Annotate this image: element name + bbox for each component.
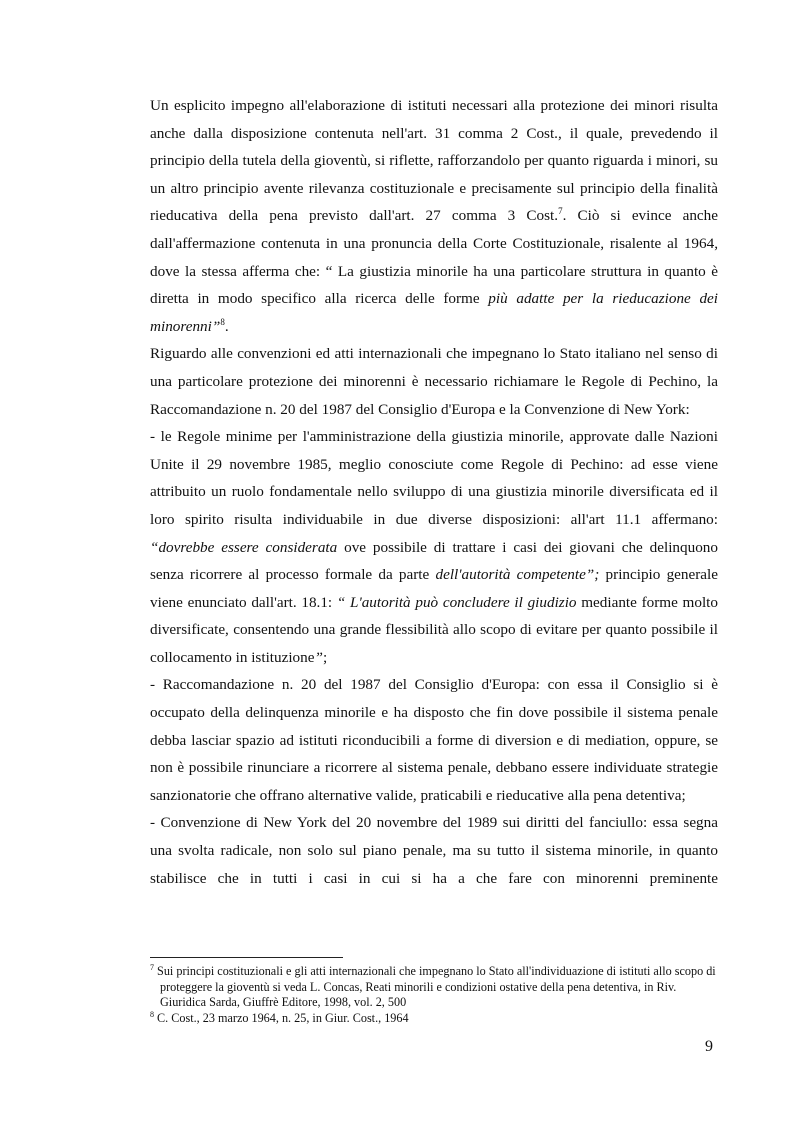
quotation-italic: ”	[314, 648, 323, 666]
footnote-ref-7: 7	[558, 206, 563, 217]
footnote-number: 7	[150, 962, 154, 972]
footnote-ref-8: 8	[220, 316, 225, 327]
quotation-italic: “ L'autorità può concludere il giudizio	[336, 593, 577, 611]
paragraph-text: principio generale viene enunciato dall'art. 18.1:	[150, 566, 719, 611]
quotation-italic: più adatte per la rieducazione dei minorenni”	[150, 290, 719, 335]
list-item-council-recommendation: - Raccomandazione n. 20 del 1987 del Consiglio d'Europa: con essa il Consiglio si è occupato della delinquenza minorile e ha disposto che fin dove possibile il sistema penale debba lasciar spazio ad istituti riconducibili a forme di diversion e di mediation, oppure, se non è possibile rinunciare a ricorrere al sistema penale, debbano essere individuate strategie sanzionatorie che offrano alternative valide, praticabili e rieducative alla pena detentiva;	[150, 676, 718, 804]
paragraph-text: Un esplicito impegno all'elaborazione di istituti necessari alla protezione dei minori risulta anche dalla disposizione contenuta nell'art. 31 comma 2 Cost., il quale, prevedendo il principio della tutela della gioventù, si riflette, rafforzandolo per quanto riguarda i minori, su un altro principio avente rilevanza costituzionale e precisamente sul principio della finalità rieducativa della pena previsto dall'art. 27 comma 3 Cost.	[150, 97, 718, 225]
paragraph-text: . Ciò si evince anche dall'affermazione contenuta in una pronuncia della Corte Costituzionale, risalente al 1964, dove la stessa afferma che: “ La giustizia minorile ha una particolare struttura in quanto è diretta in modo specifico alla ricerca delle forme	[150, 207, 718, 308]
paragraph-text: .	[224, 317, 229, 335]
paragraph-constitution	[150, 92, 718, 340]
list-item-new-york-convention: - Convenzione di New York del 20 novembre del 1989 sui diritti del fanciullo: essa segna una svolta radicale, non solo sul piano penale, ma su tutto il sistema minorile, in quanto stabilisce che in tutti i casi in cui si ha a che fare con minorenni preminente	[150, 814, 718, 887]
footnote-8	[150, 1011, 720, 1027]
page-number: 9	[705, 1038, 713, 1055]
footnotes	[150, 964, 720, 1026]
paragraph-text: - le Regole minime per l'amministrazione della giustizia minorile, approvate dalle Nazioni Unite il 29 novembre 1985, meglio conosciute come Regole di Pechino: ad esse viene attribuito un ruolo fondamentale nello sviluppo di una giustizia minorile diversificata ed il loro spirito risulta individuabile in due diverse disposizioni: all'art 11.1 affermano:	[150, 428, 718, 528]
paragraph-text: mediante forme molto diversificate, consentendo una grande flessibilità allo scopo di evitare per quanto possibile il collocamento in istituzione	[150, 593, 718, 666]
paragraph-international-acts: Riguardo alle convenzioni ed atti internazionali che impegnano lo Stato italiano nel senso di una particolare protezione dei minorenni è necessario richiamare le Regole di Pechino, la Raccomandazione n. 20 del 1987 del Consiglio d'Europa e la Convenzione di New York:	[150, 345, 718, 418]
footnote-text: Sui principi costituzionali e gli atti internazionali che impegnano lo Stato all'individuazione di istituti allo scopo di proteggere la gioventù si veda L. Concas, Reati minorili e condizioni ostative della pena detentiva, in Riv. Giuridica Sarda, Giuffrè Editore, 1998, vol. 2, 500	[154, 964, 716, 1010]
paragraph-text: ove possibile di trattare i casi dei giovani che delinquono senza ricorrere al processo formale da parte	[150, 538, 718, 584]
quotation-italic: dell'autorità competente”;	[435, 566, 600, 584]
paragraph-text: ;	[322, 648, 328, 666]
quotation-italic: “dovrebbe essere considerata	[150, 538, 338, 556]
footnote-text: C. Cost., 23 marzo 1964, n. 25, in Giur. Cost., 1964	[154, 1010, 409, 1025]
footnote-separator	[150, 957, 343, 958]
body-text	[150, 92, 718, 892]
footnote-7	[150, 964, 720, 1011]
list-item-beijing-rules	[150, 423, 718, 671]
footnote-number: 8	[150, 1009, 154, 1019]
